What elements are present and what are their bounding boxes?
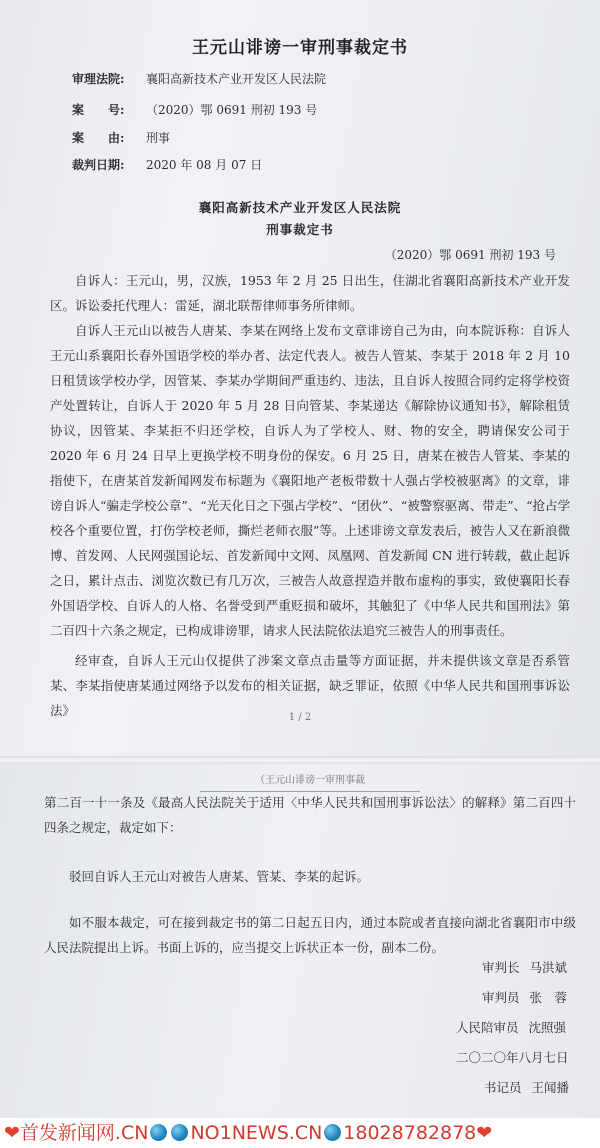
globe-icon xyxy=(150,1124,167,1141)
document-title: 王元山诽谤一审刑事裁定书 xyxy=(192,38,408,58)
document-type-heading: 刑事裁定书 xyxy=(266,222,334,237)
page-number: 1 / 2 xyxy=(288,712,312,723)
watermark-phone: 18028782878 xyxy=(343,1122,477,1144)
page-two-header: （王元山诽谤一审刑事裁 xyxy=(200,770,420,792)
meta-case-type-row xyxy=(72,131,170,145)
signature-title: 书记员 xyxy=(484,1080,522,1095)
meta-value: （2020）鄂 0691 刑初 193 号 xyxy=(146,103,318,117)
meta-value: 2020 年 08 月 07 日 xyxy=(146,158,263,172)
signature-title: 审判长 xyxy=(482,960,520,975)
watermark-site-cn: 首发新闻网.CN xyxy=(19,1122,149,1144)
meta-label: 裁判日期: xyxy=(72,158,125,172)
watermark-site-en: NO1NEWS.CN xyxy=(190,1122,323,1144)
signature-presiding-judge xyxy=(482,958,567,976)
signature-name: 沈照强 xyxy=(528,1020,567,1035)
meta-value: 刑事 xyxy=(146,131,171,145)
meta-label: 案 由: xyxy=(72,131,125,145)
review-paragraph: 经审查，自诉人王元山仅提供了涉案文章点击量等方面证据，并未提供该文章是否系管某、李某指使唐某通过网络予以发布的相关证据，缺乏罪证，依照《中华人民共和国刑事诉讼法》 xyxy=(50,653,570,718)
globe-icon xyxy=(171,1124,188,1141)
appeal-paragraph: 如不服本裁定，可在接到裁定书的第二日起五日内，通过本院或者直接向湖北省襄阳市中级人民法院提出上诉。书面上诉的，应当提交上诉状正本一份，副本二份。 xyxy=(44,915,576,955)
court-name-heading: 襄阳高新技术产业开发区人民法院 xyxy=(198,200,402,215)
signature-name: 马洪斌 xyxy=(529,960,568,975)
signature-judge xyxy=(482,988,567,1006)
heart-icon: ❤ xyxy=(4,1122,20,1144)
signature-title: 人民陪审员 xyxy=(456,1020,519,1035)
meta-court-row xyxy=(72,72,326,86)
document-page-two xyxy=(0,764,600,1128)
case-number: （2020）鄂 0691 刑初 193 号 xyxy=(384,248,556,262)
signature-people-assessor xyxy=(456,1018,566,1036)
signature-clerk xyxy=(484,1078,569,1096)
heart-icon: ❤ xyxy=(476,1122,493,1144)
ruling-date: 二〇二〇年八月七日 xyxy=(456,1050,569,1065)
continuation-paragraph: 第二百一十一条及《最高人民法院关于适用〈中华人民共和国刑事诉讼法〉的解释》第二百四十四条之规定，裁定如下： xyxy=(44,795,576,835)
meta-value: 襄阳高新技术产业开发区人民法院 xyxy=(146,72,327,86)
plaintiff-paragraph: 自诉人：王元山，男，汉族，1953 年 2 月 25 日出生，住湖北省襄阳高新技术产业开发区。诉讼委托代理人：雷延，湖北联帮律师事务所律师。 xyxy=(50,273,570,313)
signature-name: 张 蓉 xyxy=(529,990,568,1005)
signature-name: 王闻播 xyxy=(531,1080,570,1095)
meta-case-number-row xyxy=(72,103,317,117)
claim-paragraph: 自诉人王元山以被告人唐某、李某在网络上发布文章诽谤自己为由，向本院诉称：自诉人王元山系襄阳长春外国语学校的举办者、法定代表人。被告人管某、李某于 2018 年 2 月 10 日租赁该学校办学，因管某、李某办学期间严重违约、违法，且自诉人按照合同约定将学校资产处置转让，自诉人于 2020 年 5 月 28 日向管某、李某递达《解除协议通知书》，解除租赁协议，因管某、李某拒不归还学校，自诉人为了学校人、财、物的安全，聘请保安公司于 2020 年 6 月 24 日早上更换学校不明身份的保安。6 月 25 日，唐某在被告人管某、李某的指使下，在唐某首发新闻网发布标题为《襄阳地产老板带数十人强占学校被驱离》的文章，诽谤自诉人“骗走学校公章”、“光天化日之下强占学校”、“团伙”、“被警察驱离、带走”、“抢占学校各个重要位置，打伤学校老师，撕烂老师衣服”等。上述诽谤文章发表后，被告人又在新浪微博、首发网、人民网强国论坛、首发新闻中文网、凤凰网、首发新闻 CN 进行转载，截止起诉之日，累计点击、浏览次数已有几万次，三被告人故意捏造并散布虚构的事实，致使襄阳长春外国语学校、自诉人的人格、名誉受到严重贬损和破坏，其触犯了《中华人民共和国刑法》第二百四十六条之规定，已构成诽谤罪，请求人民法院依法追究三被告人的刑事责任。 xyxy=(50,323,571,638)
watermark-bar xyxy=(0,1118,600,1148)
ruling-paragraph: 驳回自诉人王元山对被告人唐某、管某、李某的起诉。 xyxy=(69,869,370,884)
signature-title: 审判员 xyxy=(482,990,520,1005)
meta-date-row xyxy=(72,158,262,172)
meta-label: 审理法院: xyxy=(72,72,125,86)
meta-label: 案 号: xyxy=(72,103,125,117)
globe-icon xyxy=(324,1124,341,1141)
